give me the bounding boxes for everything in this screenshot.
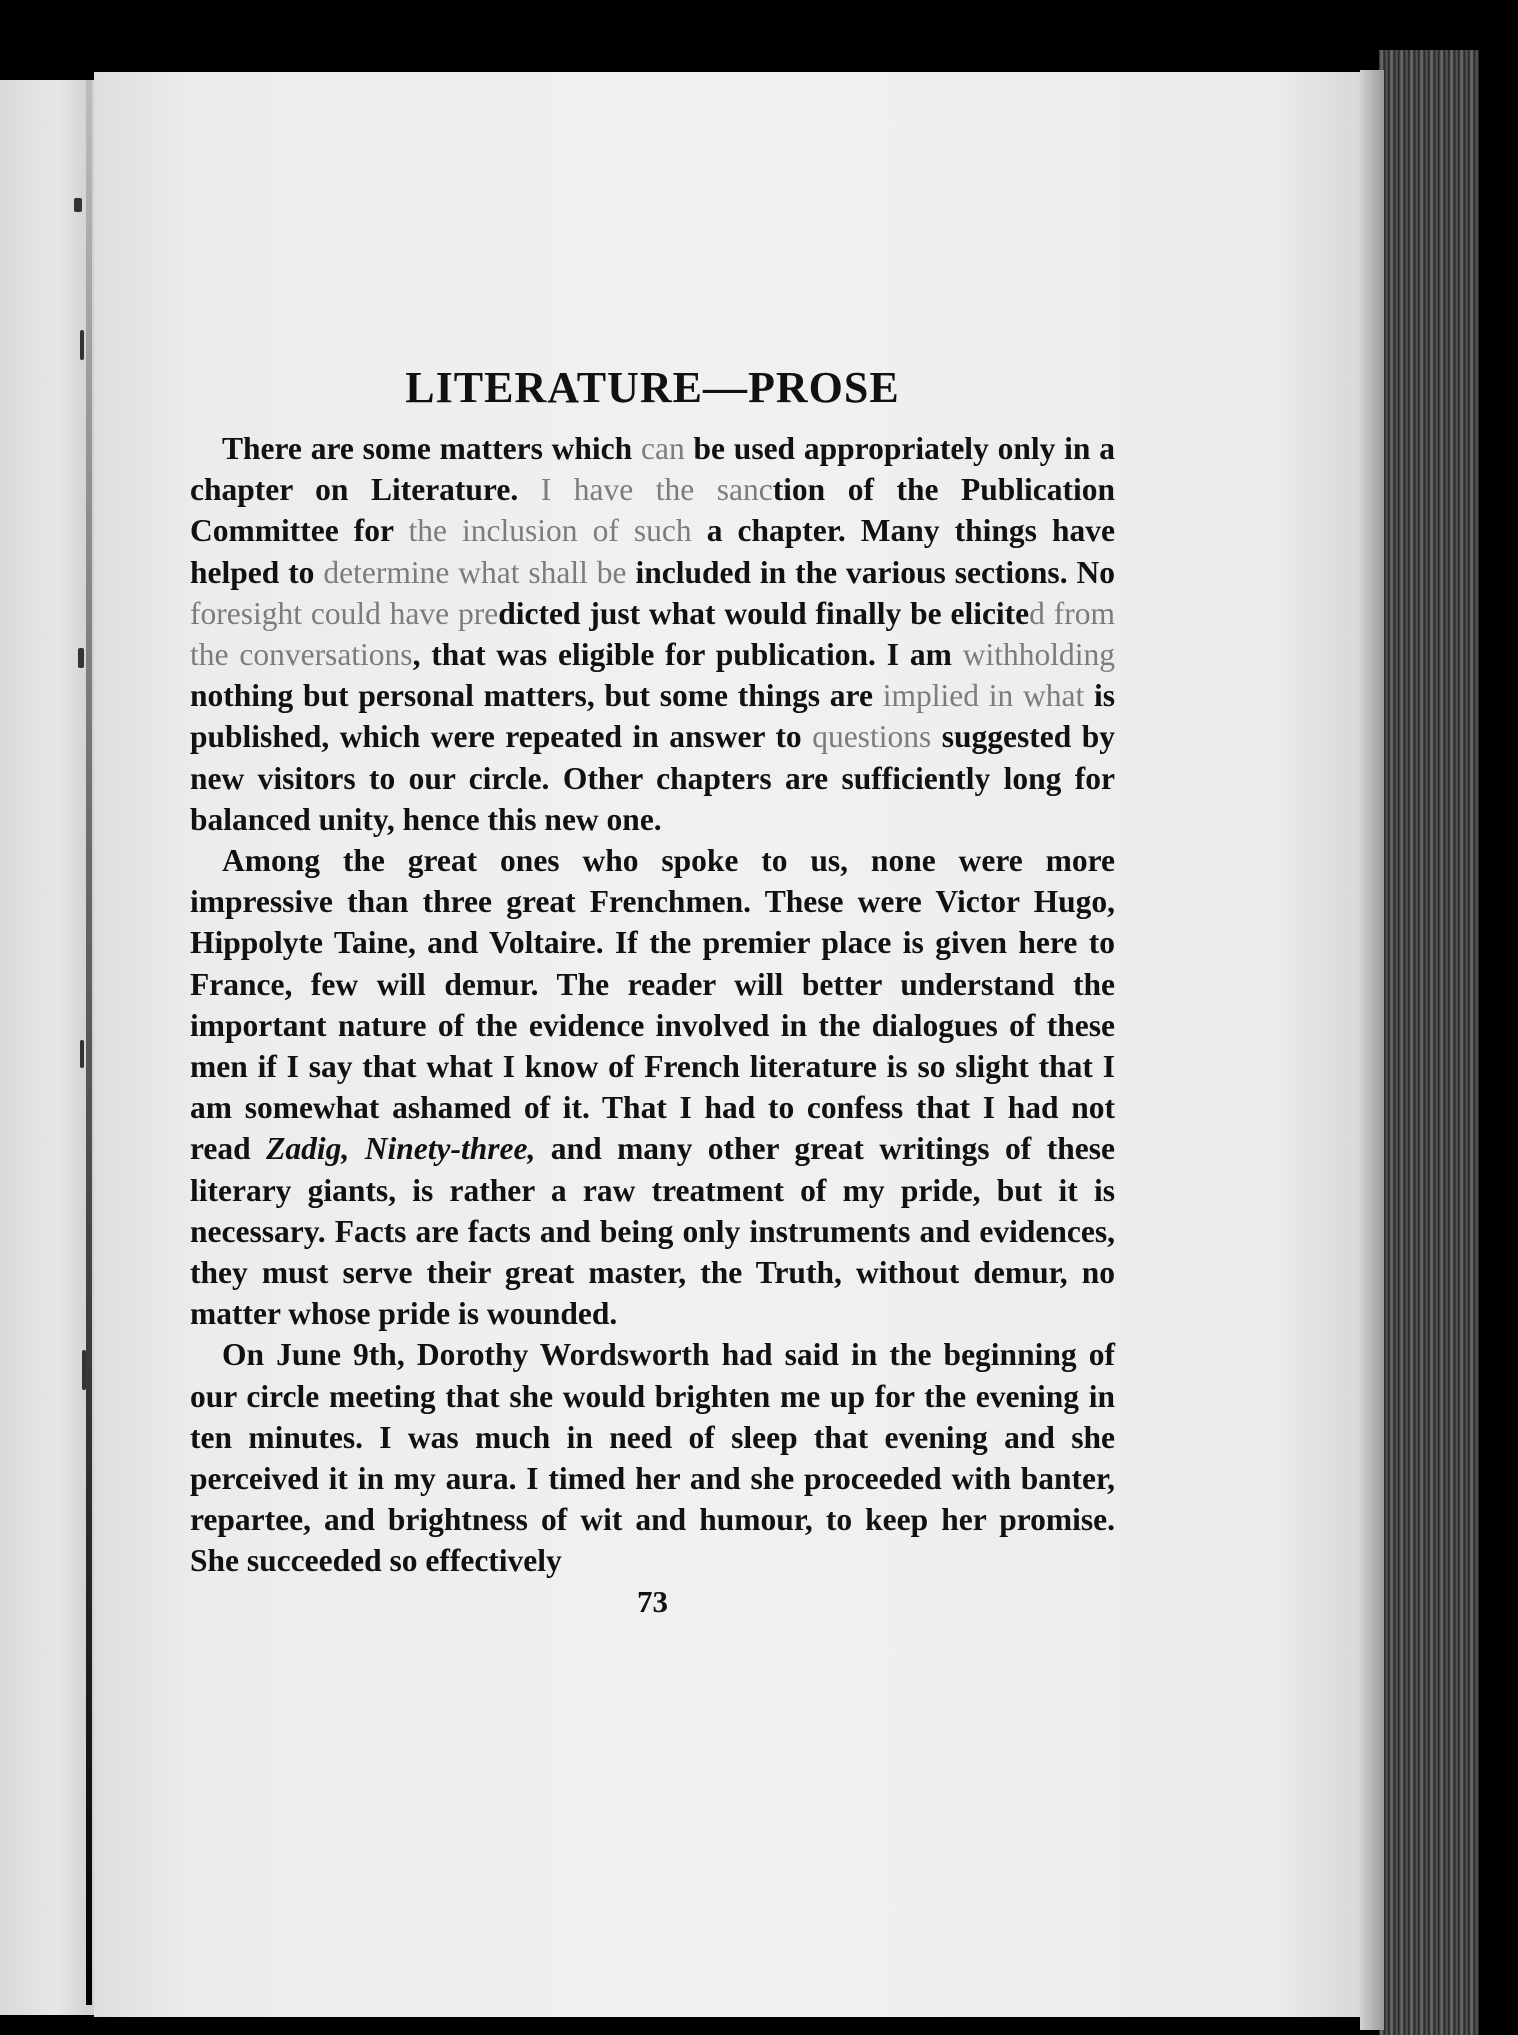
chapter-heading: LITERATURE—PROSE [405, 363, 900, 412]
faded-text: d from the conversations [190, 595, 1116, 673]
page-number: 73 [637, 1583, 668, 1619]
text-run: tion of the Publication Committee for [190, 472, 1116, 549]
faded-text: implied in what [882, 678, 1085, 714]
text-run: is published, which were repeated in answer to [190, 678, 1115, 755]
margin-mark [80, 330, 84, 360]
book-gutter [86, 80, 92, 2005]
italic-titles: Zadig, Ninety-three, [266, 1131, 536, 1167]
faded-text: can [640, 431, 685, 466]
page-text [190, 360, 1115, 1620]
paragraph-2 [190, 840, 1115, 1334]
text-run: a chapter. Many things have helped to [190, 513, 1115, 590]
faded-text: foresight could have pre [190, 595, 499, 631]
text-run: be used appropriately only in a chapter on Literature. [190, 431, 1115, 508]
text-run: and many other great writings of these literary giants, is rather a raw treatment of my pride, but it is necessary. Facts are facts and being only instruments and evidences, they must serve their great master, the Truth, without demur, no matter whose pride is wounded. [190, 1131, 1115, 1332]
faded-text: the inclusion of such [408, 513, 692, 549]
margin-mark [80, 1040, 84, 1068]
text-run: included in the various sections. No [626, 554, 1115, 590]
margin-mark [78, 648, 84, 668]
paragraph-1 [190, 428, 1115, 840]
faded-text: determine what shall be [323, 554, 627, 590]
page-right-shadow [1360, 70, 1384, 2030]
faded-text: withholding [962, 637, 1115, 673]
margin-mark [74, 198, 82, 212]
text-run: There are some matters which [222, 431, 641, 466]
margin-mark [82, 1350, 86, 1390]
text-run: nothing but personal matters, but some things are [190, 678, 883, 714]
faded-text: I have the sanc [540, 472, 773, 508]
faded-text: questions [812, 719, 932, 755]
page-block-edge [1379, 50, 1479, 2035]
text-run: dicted just what would finally be elicite [498, 595, 1030, 631]
paragraph-3: On June 9th, Dorothy Wordsworth had said in the beginning of our circle meeting that she would brighten me up for the evening in ten minutes. I was much in need of sleep that evening and she perceived it in my aura. I timed her and she proceeded with banter, repartee, and brightness of wit and humour, to keep her promise. She succeeded so effectively [190, 1337, 1115, 1579]
text-run: Among the great ones who spoke to us, none were more impressive than three great Frenchmen. These were Victor Hugo, Hippolyte Taine, and Voltaire. If the premier place is given here to France, few will demur. The reader will better understand the important nature of the evidence involved in the dialogues of these men if I say that what I know of French literature is so slight that I am somewhat ashamed of it. That I had to confess that I had not read [190, 843, 1115, 1167]
text-run: suggested by new visitors to our circle. Other chapters are sufficiently long for balanced unity, hence this new one. [190, 719, 1116, 837]
text-run: , that was eligible for publication. I am [412, 637, 963, 673]
